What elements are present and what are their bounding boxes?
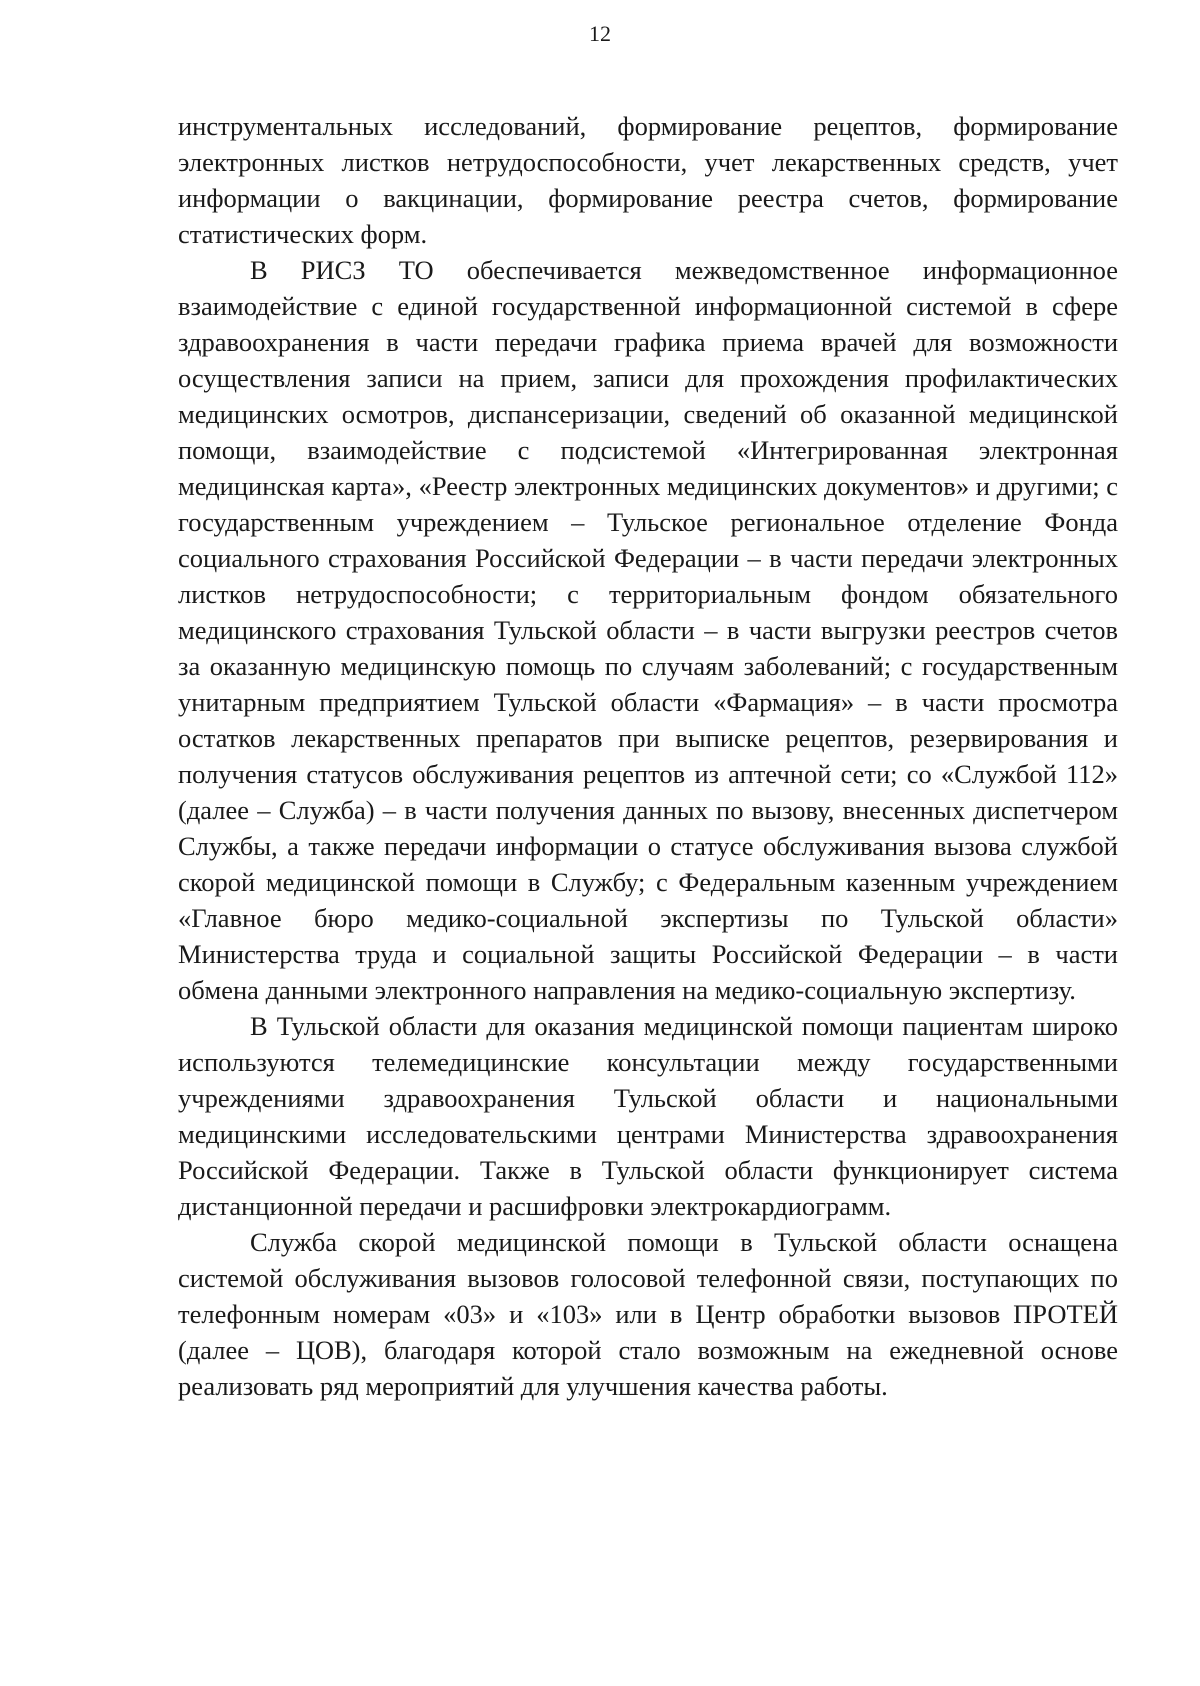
document-body (178, 108, 1118, 1404)
paragraph-telemedicine: В Тульской области для оказания медицинской помощи пациентам широко используются телемедицинские консультации между государственными учреждениями здравоохранения Тульской области и национальными медицинскими исследовательскими центрами Министерства здравоохранения Российской Федерации. Также в Тульской области функционирует система дистанционной передачи и расшифровки электрокардиограмм. (178, 1011, 1118, 1221)
page-number: 12 (589, 21, 611, 46)
paragraph-ambulance-service: Служба скорой медицинской помощи в Тульской области оснащена системой обслуживания вызовов голосовой телефонной связи, поступающих по телефонным номерам «03» и «103» или в Центр обработки вызовов ПРОТЕЙ (далее – ЦОВ), благодаря которой стало возможным на ежедневной основе реализовать ряд мероприятий для улучшения качества работы. (178, 1227, 1118, 1401)
paragraph-risz-interaction: В РИСЗ ТО обеспечивается межведомственное информационное взаимодействие с единой государственной информационной системой в сфере здравоохранения в части передачи графика приема врачей для возможности осуществления записи на прием, записи для прохождения профилактических медицинских осмотров, диспансеризации, сведений об оказанной медицинской помощи, взаимодействие с подсистемой «Интегрированная электронная медицинская карта», «Реестр электронных медицинских документов» и другими; с государственным учреждением – Тульское региональное отделение Фонда социального страхования Российской Федерации – в части передачи электронных листков нетрудоспособности; с территориальным фондом обязательного медицинского страхования Тульской области – в части выгрузки реестров счетов за оказанную медицинскую помощь по случаям заболеваний; с государственным унитарным предприятием Тульской области «Фармация» – в части просмотра остатков лекарственных препаратов при выписке рецептов, резервирования и получения статусов обслуживания рецептов из аптечной сети; со «Службой 112» (далее – Служба) – в части получения данных по вызову, внесенных диспетчером Службы, а также передачи информации о статусе обслуживания вызова службой скорой медицинской помощи в Службу; с Федеральным казенным учреждением «Главное бюро медико-социальной экспертизы по Тульской области» Министерства труда и социальной защиты Российской Федерации – в части обмена данными электронного направления на медико-социальную экспертизу. (178, 255, 1118, 1005)
paragraph-continuation: инструментальных исследований, формирование рецептов, формирование электронных листков нетрудоспособности, учет лекарственных средств, учет информации о вакцинации, формирование реестра счетов, формирование статистических форм. (178, 111, 1118, 249)
